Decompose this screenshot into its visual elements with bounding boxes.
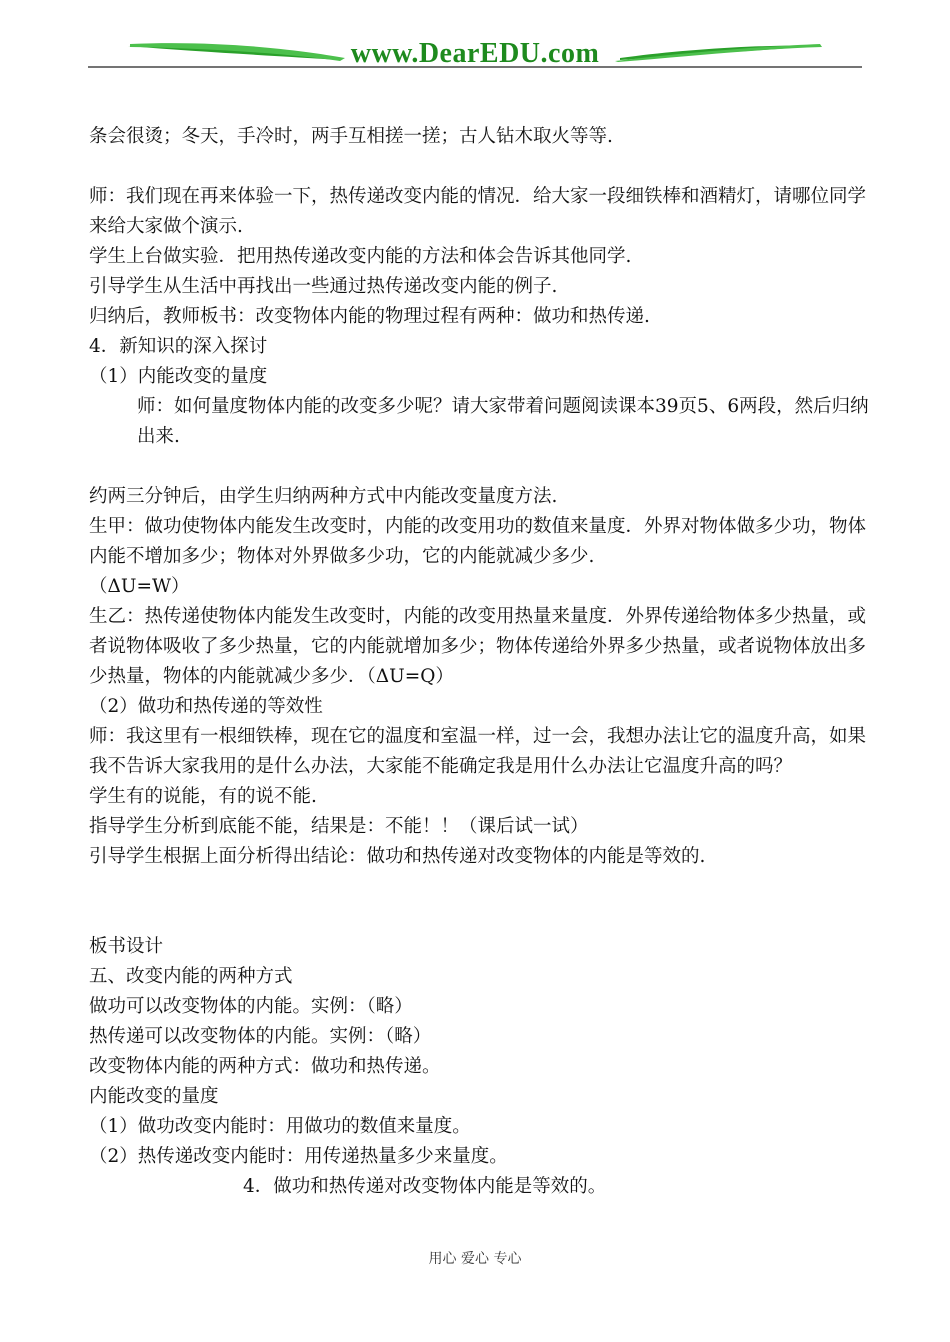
board-line: （2）热传递改变内能时：用传递热量多少来量度。 xyxy=(89,1146,508,1167)
subsection-heading: （1）内能改变的量度 xyxy=(89,366,268,387)
page-footer: 用心 爱心 专心 xyxy=(428,1251,522,1267)
body-line: 学生有的说能，有的说不能. xyxy=(89,786,317,807)
document-body xyxy=(89,122,874,1202)
board-line: 4．做功和热传递对改变物体内能是等效的。 xyxy=(243,1176,607,1197)
subsection-heading: （2）做功和热传递的等效性 xyxy=(89,696,323,717)
board-line: 内能改变的量度 xyxy=(89,1086,219,1107)
body-paragraph: 师：如何量度物体内能的改变多少呢？请大家带着问题阅读课本39页5、6两段，然后归纳出来. xyxy=(137,396,869,447)
body-paragraph: 生甲：做功使物体内能发生改变时，内能的改变用功的数值来量度．外界对物体做多少功，物体内能不增加多少；物体对外界做多少功，它的内能就减少多少. xyxy=(89,516,867,567)
board-title: 板书设计 xyxy=(89,936,164,957)
body-line: 学生上台做实验．把用热传递改变内能的方法和体会告诉其他同学. xyxy=(89,246,632,267)
body-paragraph: 生乙：热传递使物体内能发生改变时，内能的改变用热量来量度．外界传递给物体多少热量，或者说物体吸收了多少热量，它的内能就增加多少；物体传递给外界多少热量，或者说物体放出多少热量，物体的内能就减少多少．（ΔU=Q） xyxy=(89,606,867,687)
body-line: 引导学生根据上面分析得出结论：做功和热传递对改变物体的内能是等效的. xyxy=(89,846,706,867)
right-swoosh-highlight xyxy=(615,44,822,62)
board-line: 改变物体内能的两种方式：做功和热传递。 xyxy=(89,1056,441,1077)
site-logo-text: www.DearEDU.com xyxy=(350,38,600,69)
page-header xyxy=(0,0,950,80)
formula-line: （ΔU=W） xyxy=(89,576,190,597)
board-section-heading: 五、改变内能的两种方式 xyxy=(89,966,293,987)
body-paragraph: 师：我们现在再来体验一下，热传递改变内能的情况．给大家一段细铁棒和酒精灯，请哪位同学来给大家做个演示. xyxy=(89,186,867,237)
body-line: 指导学生分析到底能不能，结果是：不能！！（课后试一试） xyxy=(89,816,589,837)
body-line: 归纳后，教师板书：改变物体内能的物理过程有两种：做功和热传递. xyxy=(89,306,650,327)
body-line: 引导学生从生活中再找出一些通过热传递改变内能的例子. xyxy=(89,276,558,297)
body-paragraph: 师：我这里有一根细铁棒，现在它的温度和室温一样，过一会，我想办法让它的温度升高，如果我不告诉大家我用的是什么办法，大家能不能确定我是用什么办法让它温度升高的吗？ xyxy=(89,726,867,777)
board-line: 热传递可以改变物体的内能。实例：（略） xyxy=(89,1026,432,1047)
board-line: 做功可以改变物体的内能。实例：（略） xyxy=(89,996,413,1017)
body-line: 条会很烫；冬天，手冷时，两手互相搓一搓；古人钻木取火等等. xyxy=(89,126,613,147)
body-line: 约两三分钟后，由学生归纳两种方式中内能改变量度方法. xyxy=(89,486,558,507)
board-line: （1）做功改变内能时：用做功的数值来量度。 xyxy=(89,1116,471,1137)
section-heading: 4．新知识的深入探讨 xyxy=(89,336,268,357)
